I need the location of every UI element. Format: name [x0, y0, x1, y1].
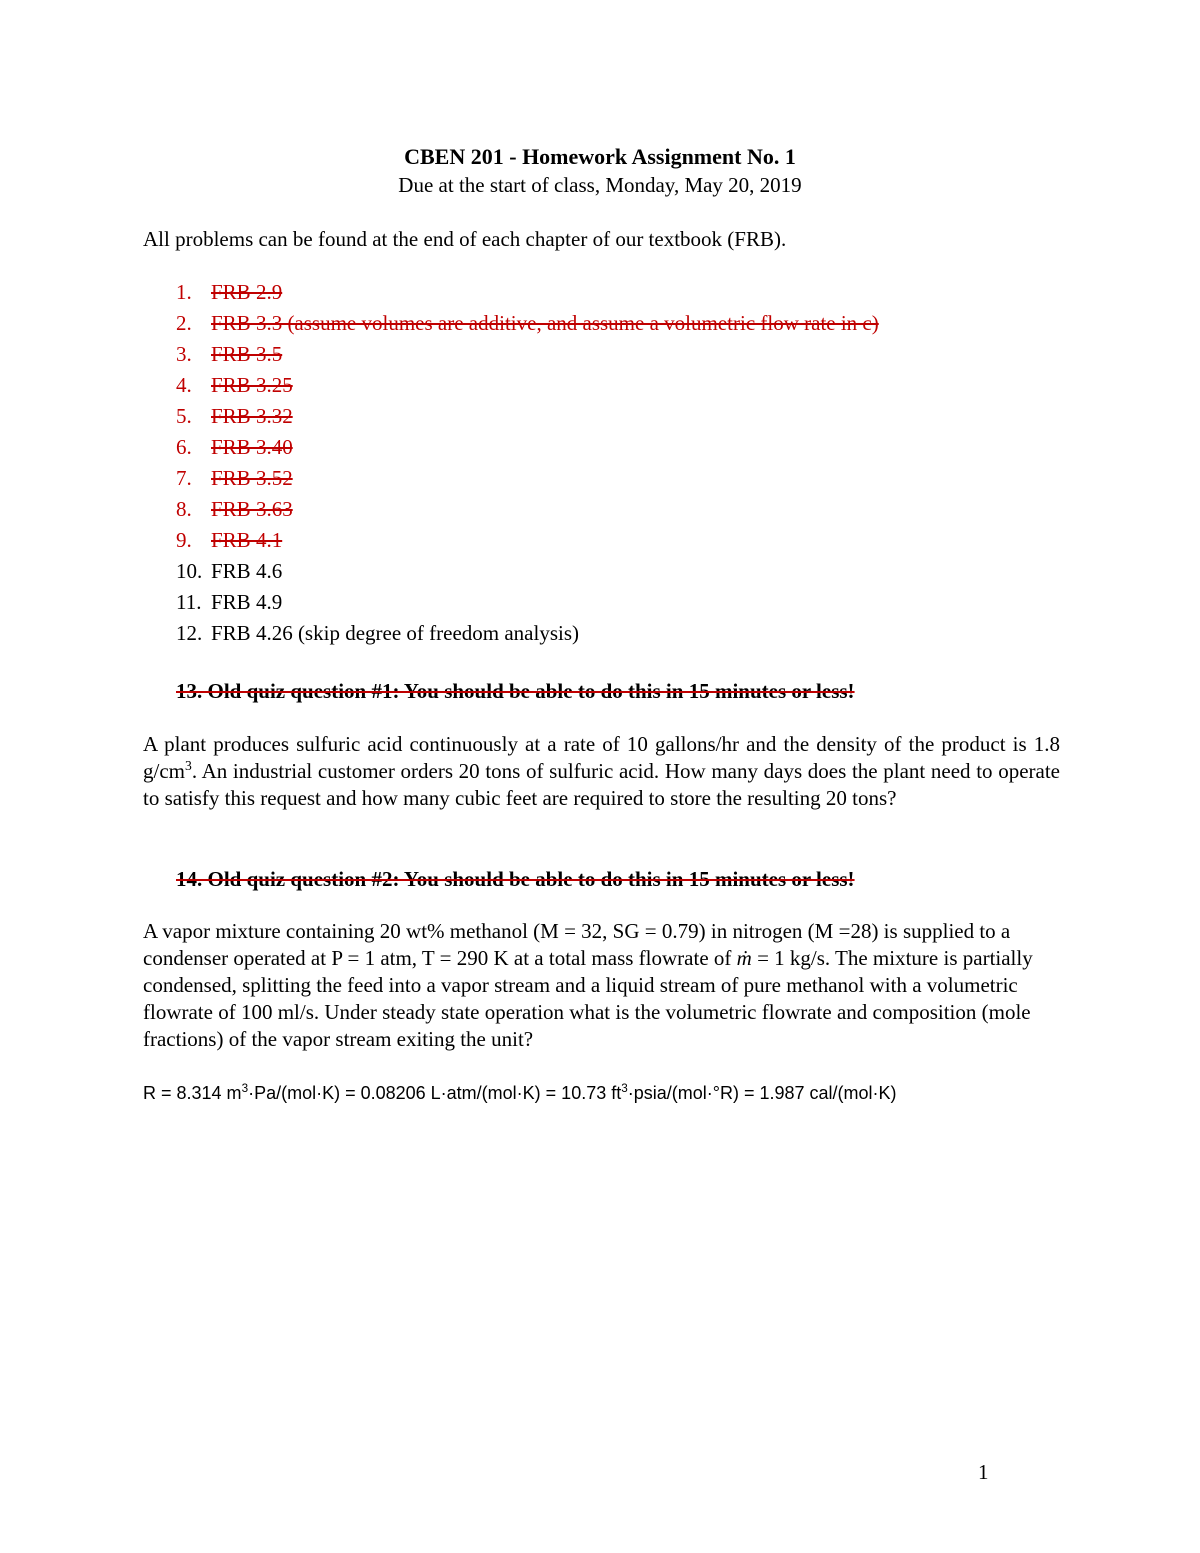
problem-text: FRB 2.9 [211, 280, 283, 304]
constant-sup-1: 3 [241, 1082, 249, 1095]
constant-sup-2: 3 [621, 1082, 628, 1095]
problem-number: 6. [176, 435, 192, 459]
constant-part-3: ·psia/(mol·°R) = 1.987 cal/(mol·K) [627, 1083, 897, 1103]
quiz-1-text-a: A plant produces sulfuric acid continuously at a rate of 10 gallons/hr and the density of the product is 1.8 g/cm [143, 732, 1060, 783]
problem-text: FRB 4.26 (skip degree of freedom analysis) [211, 621, 580, 645]
problem-item [176, 463, 879, 494]
constant-part-2: ·Pa/(mol·K) = 0.08206 L·atm/(mol·K) = 10.73 ft [248, 1083, 622, 1103]
problem-text: FRB 4.6 [211, 559, 283, 583]
quiz-2-text-a: A vapor mixture containing 20 wt% methanol (M = 32, SG = 0.79) in nitrogen (M =28) is supplied to a condenser operated at P = 1 atm, T = 290 K at a total mass flowrate of [143, 919, 1011, 970]
problem-number: 9. [176, 528, 192, 552]
problem-number: 11. [176, 590, 202, 614]
problem-list [176, 277, 879, 649]
problem-text: FRB 3.5 [211, 342, 283, 366]
quiz-1-text-b: . An industrial customer orders 20 tons of sulfuric acid. How many days does the plant need to operate to satisfy this request and how many cubic feet are required to store the resulting 20 tons? [143, 759, 1060, 810]
problem-number: 2. [176, 311, 192, 335]
problem-text: FRB 3.32 [211, 404, 293, 428]
problem-number: 1. [176, 280, 192, 304]
problem-number: 12. [176, 621, 203, 645]
problem-number: 3. [176, 342, 192, 366]
problem-item [176, 401, 879, 432]
page-title: CBEN 201 - Homework Assignment No. 1 [404, 144, 796, 169]
problem-item [176, 587, 879, 618]
problem-number: 4. [176, 373, 192, 397]
problem-item [176, 370, 879, 401]
problem-item [176, 308, 879, 339]
problem-text: FRB 3.63 [211, 497, 293, 521]
problem-number: 10. [176, 559, 203, 583]
page-number: 1 [978, 1460, 989, 1484]
quiz-1-text [143, 731, 1060, 812]
quiz-1-heading: 13. Old quiz question #1: You should be able to do this in 15 minutes or less! [176, 679, 855, 703]
constant-part-1: R = 8.314 m [143, 1083, 242, 1103]
problem-text: FRB 4.9 [211, 590, 283, 614]
problem-item [176, 525, 879, 556]
problem-item [176, 277, 879, 308]
mass-flow-symbol: ṁ [736, 946, 752, 970]
quiz-1-superscript: 3 [185, 758, 192, 773]
quiz-2-text [143, 918, 1060, 1053]
problem-text: FRB 3.40 [211, 435, 293, 459]
problem-text: FRB 4.1 [211, 528, 283, 552]
problem-item [176, 556, 879, 587]
problem-item [176, 494, 879, 525]
intro-text: All problems can be found at the end of each chapter of our textbook (FRB). [143, 227, 787, 251]
problem-item [176, 432, 879, 463]
problem-item [176, 339, 879, 370]
problem-text: FRB 3.25 [211, 373, 293, 397]
problem-number: 8. [176, 497, 192, 521]
problem-number: 5. [176, 404, 192, 428]
problem-text: FRB 3.3 (assume volumes are additive, and assume a volumetric flow rate in c) [211, 311, 879, 335]
gas-constant-line [143, 1079, 897, 1107]
problem-text: FRB 3.52 [211, 466, 293, 490]
quiz-2-heading: 14. Old quiz question #2: You should be able to do this in 15 minutes or less! [176, 867, 855, 891]
problem-number: 7. [176, 466, 192, 490]
quiz-2-text-b: = 1 kg/s. The mixture is partially condensed, splitting the feed into a vapor stream and a liquid stream of pure methanol with a volumetric flowrate of 100 ml/s. Under steady state operation what is the volumetric flowrate and composition (mole fractions) of the vapor stream exiting the unit? [143, 946, 1033, 1051]
due-date: Due at the start of class, Monday, May 20, 2019 [398, 173, 802, 197]
problem-item [176, 618, 879, 649]
